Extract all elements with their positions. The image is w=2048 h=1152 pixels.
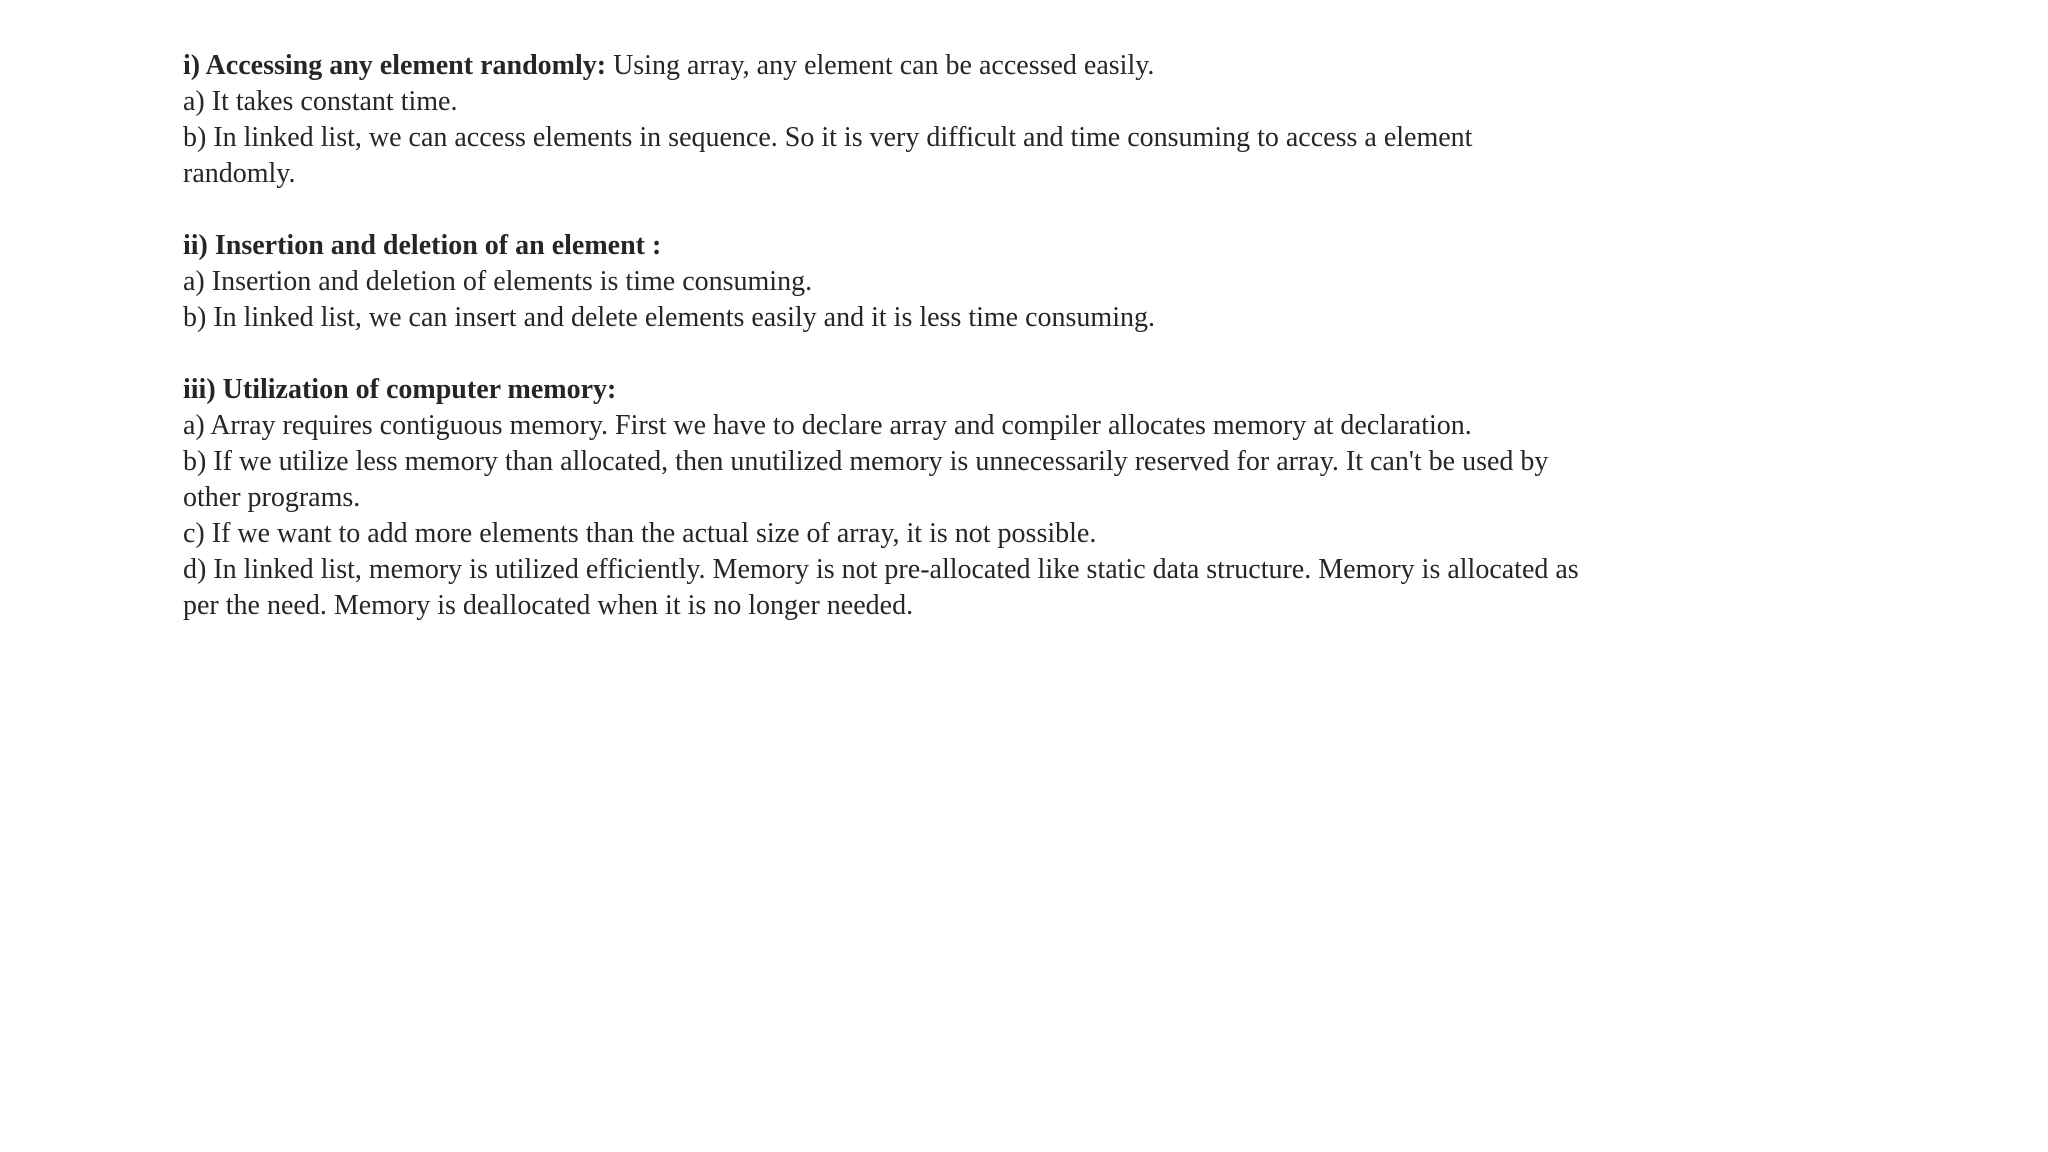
list-item: a) Insertion and deletion of elements is time consuming. [183,266,813,297]
list-item: d) In linked list, memory is utilized efficiently. Memory is not pre-allocated like static data structure. Memory is allocated as per the need. Memory is deallocated when it is no longer needed. [183,554,1579,621]
section-memory-utilization [183,372,1583,624]
section-heading: iii) Utilization of computer memory: [183,374,617,405]
section-insertion-deletion [183,228,1583,336]
list-item: a) Array requires contiguous memory. First we have to declare array and compiler allocates memory at declaration. [183,410,1472,441]
section-random-access [183,48,1583,192]
list-item: b) In linked list, we can insert and delete elements easily and it is less time consuming. [183,302,1155,333]
section-heading: ii) Insertion and deletion of an element : [183,230,662,261]
section-intro: Using array, any element can be accessed easily. [606,50,1155,81]
document-body [183,48,1583,660]
section-heading: i) Accessing any element randomly: [183,50,607,81]
list-item: c) If we want to add more elements than the actual size of array, it is not possible. [183,518,1097,549]
list-item: b) In linked list, we can access elements in sequence. So it is very difficult and time consuming to access a element randomly. [183,122,1473,189]
list-item: b) If we utilize less memory than allocated, then unutilized memory is unnecessarily reserved for array. It can't be used by other programs. [183,446,1549,513]
section-heading-line [183,48,1583,84]
list-item: a) It takes constant time. [183,86,458,117]
